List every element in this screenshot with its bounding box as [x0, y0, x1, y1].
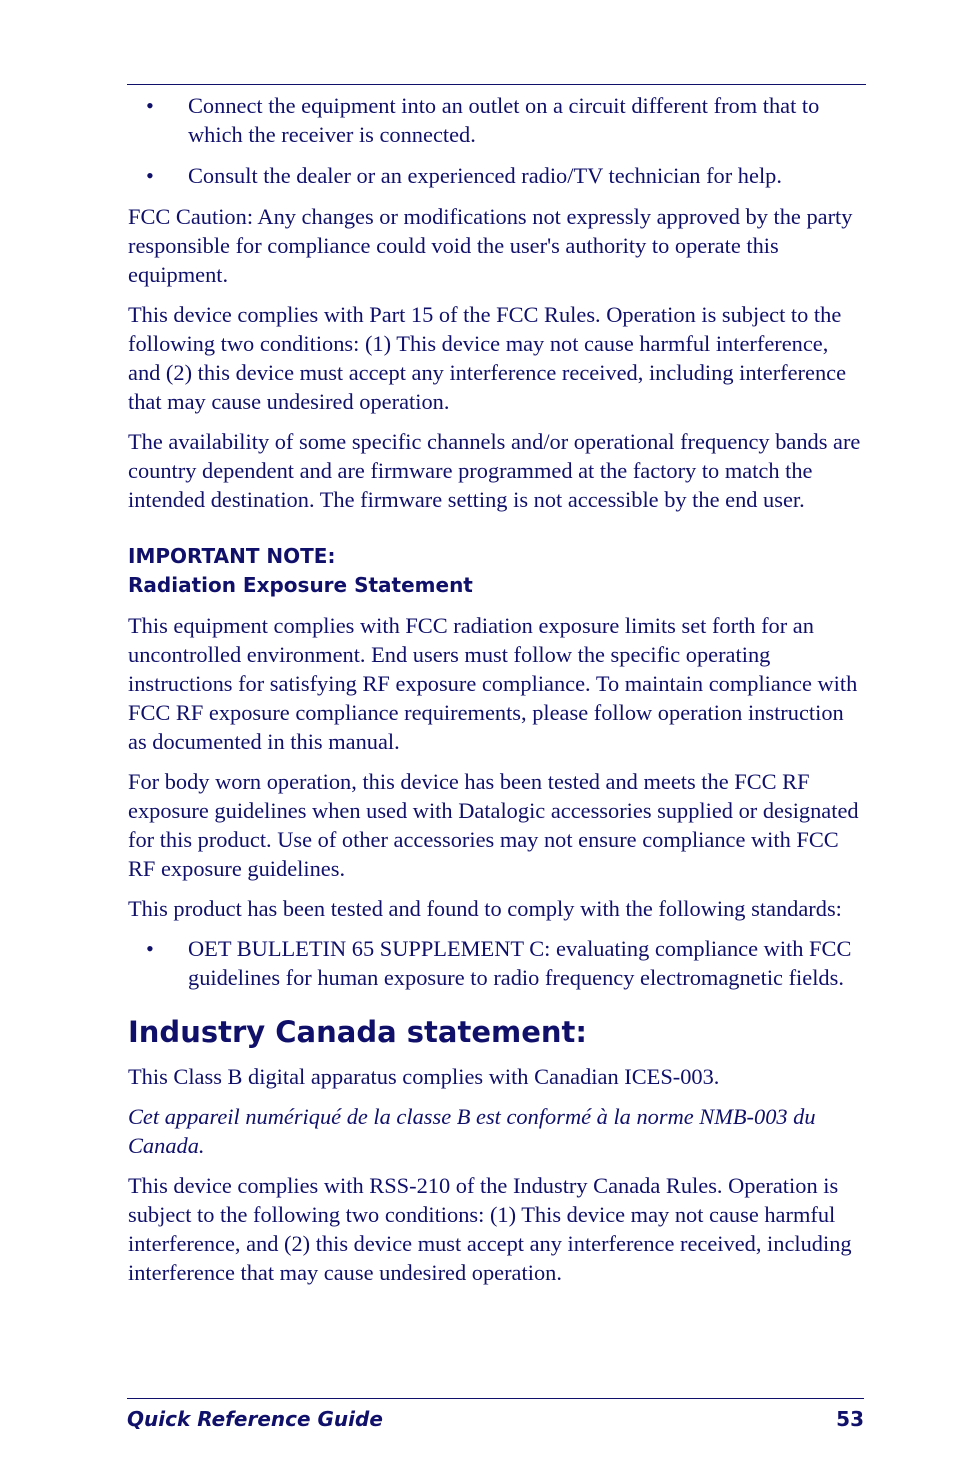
radiation-exposure-title: Radiation Exposure Statement [128, 573, 473, 597]
rss210-paragraph: This device complies with RSS-210 of the Industry Canada Rules. Operation is subject to the following two conditions: (1) This device may not cause harmful interference, and (2) this device must accept any interference received, including interference that may cause undesired operation. [128, 1173, 852, 1285]
list-item [128, 934, 866, 992]
footer-title: Quick Reference Guide [127, 1407, 383, 1431]
list-item-text: Consult the dealer or an experienced radio/TV technician for help. [188, 163, 782, 188]
list-item [128, 91, 866, 149]
fcc-caution-paragraph: FCC Caution: Any changes or modifications not expressly approved by the party responsible for compliance could void the user's authority to operate this equipment. [128, 204, 853, 287]
standards-intro-paragraph: This product has been tested and found to comply with the following standards: [128, 896, 842, 921]
section-heading-industry-canada: Industry Canada statement: [128, 1015, 587, 1049]
important-note-heading [128, 542, 866, 600]
bullet-icon: • [146, 936, 154, 961]
bullet-icon: • [146, 163, 154, 188]
french-paragraph: Cet appareil numériqué de la classe B est conformé à la norme NMB-003 du Canada. [128, 1104, 816, 1158]
important-note-label: IMPORTANT NOTE: [128, 544, 336, 568]
footer-rule [127, 1398, 864, 1399]
list-item-text: Connect the equipment into an outlet on a circuit different from that to which the receiver is connected. [188, 93, 820, 147]
frequency-bands-paragraph: The availability of some specific channels and/or operational frequency bands are country dependent and are firmware programmed at the factory to match the intended destination. The firmware setting is not accessible by the end user. [128, 429, 861, 512]
page-footer [127, 1405, 864, 1433]
part15-paragraph: This device complies with Part 15 of the FCC Rules. Operation is subject to the following two conditions: (1) This device may not cause harmful interference, and (2) this device must accept any interference received, including interference that may cause undesired operation. [128, 302, 847, 414]
radiation-limits-paragraph: This equipment complies with FCC radiation exposure limits set forth for an uncontrolled environment. End users must follow the specific operating instructions for satisfying RF exposure compliance. To maintain compliance with FCC RF exposure compliance requirements, please follow operation instruction as documented in this manual. [128, 613, 858, 754]
list-item-text: OET BULLETIN 65 SUPPLEMENT C: evaluating compliance with FCC guidelines for human exposure to radio frequency electromagnetic fields. [188, 936, 852, 990]
ices-paragraph: This Class B digital apparatus complies with Canadian ICES-003. [128, 1064, 720, 1089]
bullet-icon: • [146, 93, 154, 118]
body-worn-paragraph: For body worn operation, this device has been tested and meets the FCC RF exposure guidelines when used with Datalogic accessories supplied or designated for this product. Use of other accessories may not ensure compliance with FCC RF exposure guidelines. [128, 769, 859, 881]
list-item [128, 161, 866, 190]
page-content [128, 91, 866, 1298]
page-number: 53 [836, 1407, 864, 1431]
header-rule [127, 84, 866, 85]
